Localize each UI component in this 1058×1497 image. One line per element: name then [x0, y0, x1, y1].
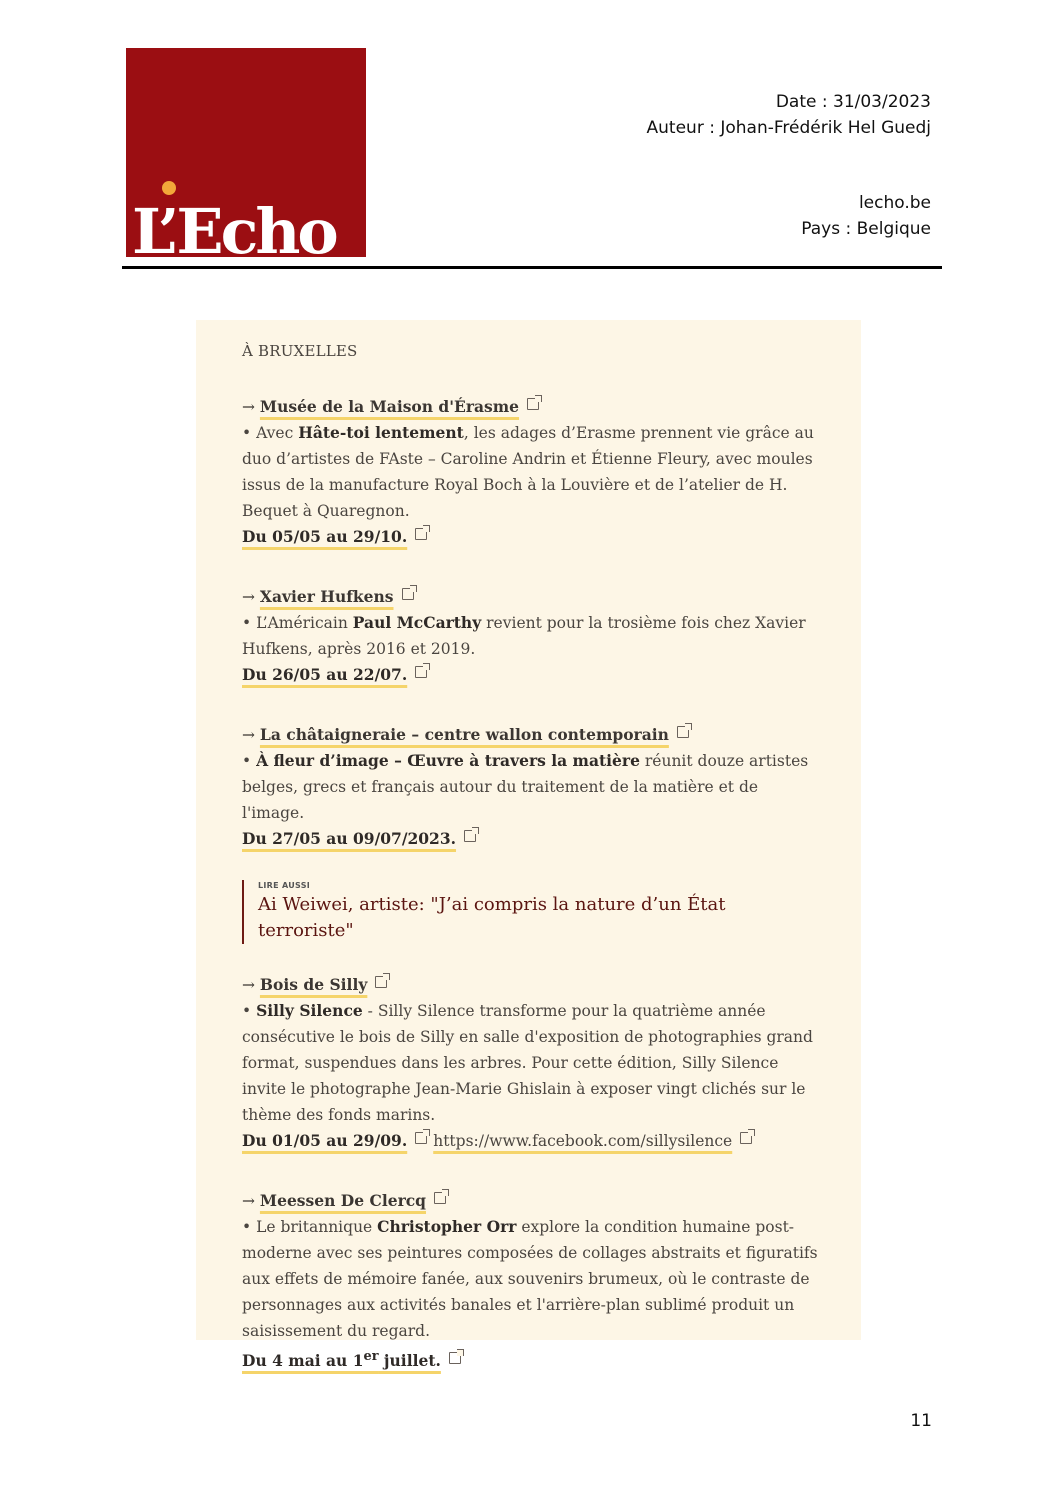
external-link-icon[interactable] [527, 398, 539, 410]
external-link-icon[interactable] [677, 726, 689, 738]
exhibition-title: Hâte-toi lentement [298, 423, 464, 442]
venue-link[interactable]: La châtaigneraie – centre wallon contemporain [259, 725, 669, 744]
venue-heading [242, 722, 821, 748]
external-link-icon[interactable] [415, 1132, 427, 1144]
exhibition-dates [242, 524, 821, 550]
arrow-icon: → [242, 726, 260, 744]
related-article[interactable] [242, 880, 821, 944]
external-link-icon[interactable] [434, 1192, 446, 1204]
exhibition-dates [242, 1128, 821, 1154]
article-clipping [196, 320, 861, 1371]
venue-link[interactable]: Xavier Hufkens [259, 587, 394, 606]
facebook-url[interactable]: https://www.facebook.com/sillysilence [433, 1132, 733, 1150]
exhibition-description: • À fleur d’image – Œuvre à travers la matière réunit douze artistes belges, grecs et français autour du traitement de la matière et de l'image. [242, 751, 809, 822]
source-site: lecho.be [858, 193, 931, 213]
venue-link[interactable]: Meessen De Clercq [259, 1191, 427, 1210]
lecho-logo [126, 48, 366, 257]
external-link-icon[interactable] [740, 1132, 752, 1144]
exhibition-title: Silly Silence [256, 1001, 363, 1020]
external-link-icon[interactable] [402, 588, 414, 600]
dates-link[interactable]: Du 01/05 au 29/09. https://www.facebook.com/sillysilence [242, 1131, 733, 1150]
exhibition-entry [242, 972, 821, 1154]
dates-link[interactable]: Du 4 mai au 1er juillet. [242, 1349, 441, 1371]
venue-heading [242, 394, 821, 420]
arrow-icon: → [242, 588, 260, 606]
external-link-icon[interactable] [464, 830, 476, 842]
section-label: À BRUXELLES [242, 342, 358, 360]
exhibition-description: • Le britannique Christopher Orr explore la condition humaine post-moderne avec ses peintures composées de collages abstraits et figuratifs aux effets de mémoire fanée, aux souvenirs brumeux, où le contraste de personnages aux activités banales et l'arrière-plan sublimé produit un saisissement du regard. [242, 1217, 818, 1340]
exhibition-description: • L’Américain Paul McCarthy revient pour la trosième fois chez Xavier Hufkens, après 2016 et 2019. [242, 613, 806, 658]
exhibition-entry [242, 1188, 821, 1374]
venue-heading [242, 584, 821, 610]
artist-name: Christopher Orr [377, 1217, 517, 1236]
venue-link[interactable]: Musée de la Maison d'Érasme [259, 397, 520, 416]
dates-link[interactable]: Du 05/05 au 29/10. [242, 527, 408, 546]
article-author: Auteur : Johan-Frédérik Hel Guedj [646, 118, 931, 138]
venue-heading [242, 972, 821, 998]
exhibition-dates [242, 1344, 821, 1374]
venue-heading [242, 1188, 821, 1214]
exhibition-entry [242, 394, 821, 550]
header-divider [122, 266, 942, 269]
exhibition-entry [242, 722, 821, 852]
arrow-icon: → [242, 976, 260, 994]
exhibition-description: • Silly Silence - Silly Silence transforme pour la quatrième année consécutive le bois de Silly en salle d'exposition de photographies grand format, suspendues dans les arbres. Pour cette édition, Silly Silence invite le photographe Jean-Marie Ghislain à exposer vingt clichés sur le thème des fonds marins. [242, 1001, 813, 1124]
exhibition-dates [242, 662, 821, 688]
external-link-icon[interactable] [415, 666, 427, 678]
arrow-icon: → [242, 1192, 260, 1210]
exhibition-entry [242, 584, 821, 688]
page-number: 11 [910, 1411, 932, 1431]
dates-link[interactable]: Du 27/05 au 09/07/2023. [242, 829, 457, 848]
article-date: Date : 31/03/2023 [775, 92, 931, 112]
arrow-icon: → [242, 398, 260, 416]
exhibition-title: À fleur d’image – Œuvre à travers la matière [256, 751, 640, 770]
source-meta [801, 190, 931, 242]
related-title[interactable]: Ai Weiwei, artiste: "J’ai compris la nature d’un État terroriste" [258, 894, 726, 941]
venue-link[interactable]: Bois de Silly [259, 975, 368, 994]
exhibition-dates [242, 826, 821, 852]
article-meta [647, 89, 931, 141]
related-label: LIRE AUSSI [258, 881, 311, 890]
external-link-icon[interactable] [375, 976, 387, 988]
external-link-icon[interactable] [415, 528, 427, 540]
external-link-icon[interactable] [449, 1352, 461, 1364]
dates-link[interactable]: Du 26/05 au 22/07. [242, 665, 408, 684]
artist-name: Paul McCarthy [352, 613, 482, 632]
exhibition-description: • Avec Hâte-toi lentement, les adages d’Erasme prennent vie grâce au duo d’artistes de FAste – Caroline Andrin et Étienne Fleury, avec moules issus de la manufacture Royal Boch à la Louvière et de l’atelier de H. Bequet à Quaregnon. [242, 423, 814, 520]
logo-text: L’Echo [132, 195, 336, 257]
logo-accent-mark [162, 181, 176, 195]
source-country: Pays : Belgique [801, 219, 931, 239]
